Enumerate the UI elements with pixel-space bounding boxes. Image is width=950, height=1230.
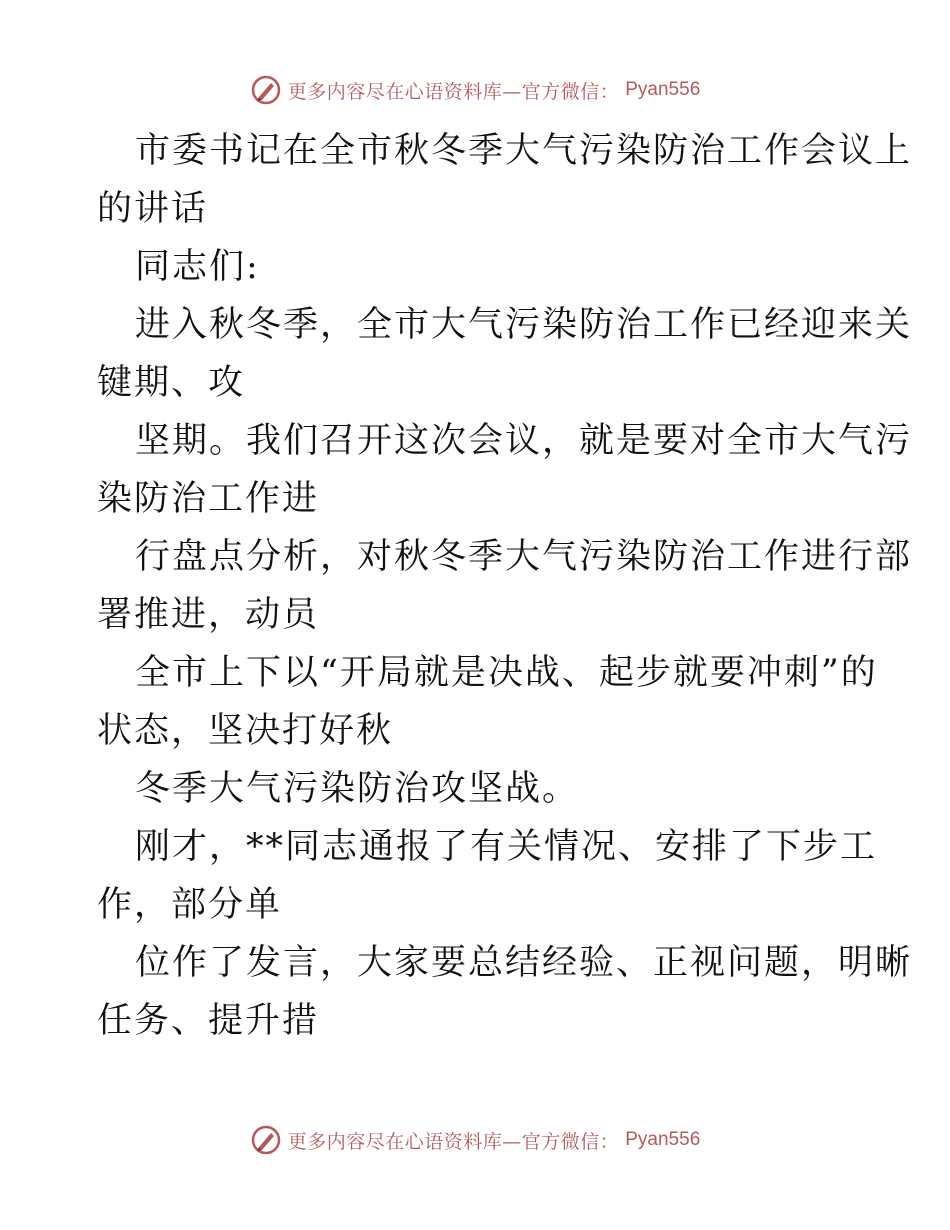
text-line: 同志们:: [135, 247, 260, 287]
document-body: [97, 122, 913, 1050]
text-line: 作，部分单: [97, 885, 283, 925]
text-line: 的讲话: [97, 189, 209, 229]
text-line: 行盘点分析，对秋冬季大气污染防治工作进行部: [135, 537, 913, 577]
text-line: 任务、提升措: [97, 1001, 320, 1041]
text-line: 市委书记在全市秋冬季大气污染防治工作会议上: [135, 131, 913, 171]
watermark-id: Pyan556: [625, 1129, 701, 1150]
text-line: 状态，坚决打好秋: [97, 711, 394, 751]
watermark-id: Pyan556: [625, 79, 701, 100]
watermark-text: 更多内容尽在心语资料库—官方微信：: [287, 1130, 620, 1153]
watermark-text: 更多内容尽在心语资料库—官方微信：: [287, 80, 620, 103]
text-line: 刚才，**同志通报了有关情况、安排了下步工: [135, 827, 878, 867]
text-line: 位作了发言，大家要总结经验、正视问题，明晰: [135, 943, 913, 983]
text-line: 键期、攻: [97, 363, 246, 403]
text-line: 染防治工作进: [97, 479, 320, 519]
text-line: 进入秋冬季，全市大气污染防治工作已经迎来关: [135, 305, 913, 345]
footer-watermark: [0, 1120, 950, 1160]
pen-logo-icon: [250, 74, 282, 106]
text-line: 全市上下以“开局就是决战、起步就要冲刺”的: [135, 653, 878, 693]
text-line: 署推进，动员: [97, 595, 320, 635]
text-line: 冬季大气污染防治攻坚战。: [135, 769, 580, 809]
text-line: 坚期。我们召开这次会议，就是要对全市大气污: [135, 421, 913, 461]
header-watermark: [0, 70, 950, 110]
pen-logo-icon: [250, 1124, 282, 1156]
